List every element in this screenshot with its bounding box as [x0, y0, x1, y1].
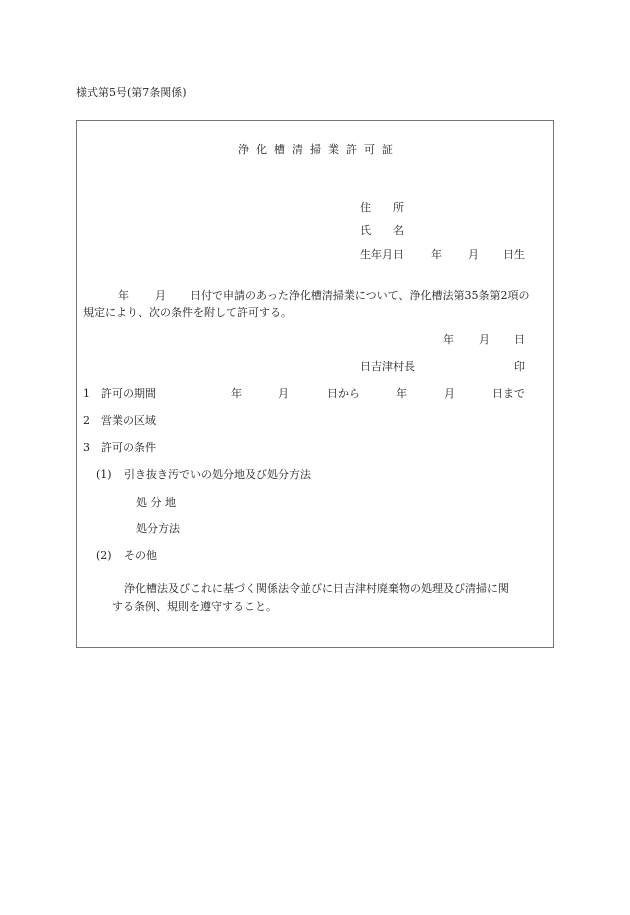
issue-year: 年: [443, 333, 454, 346]
birth-year: 年: [431, 248, 442, 261]
period-to-day: 日まで: [492, 387, 525, 400]
address-label: 住 所: [360, 201, 404, 214]
issue-month: 月: [479, 333, 490, 346]
body-line-1: 日付で申請のあった浄化槽清掃業について、浄化槽法第35条第2項の: [190, 289, 530, 302]
sub-item-2-number: (2): [96, 549, 112, 562]
issuer-name: 日吉津村長: [360, 360, 415, 373]
issue-day: 日: [514, 333, 525, 346]
body-line-2: 規定により、次の条件を附して許可する。: [83, 306, 292, 319]
application-year: 年: [118, 289, 129, 302]
period-from-month: 月: [278, 387, 289, 400]
document-title: 浄化槽清掃業許可証: [238, 143, 400, 156]
disposal-method-label: 処分方法: [136, 522, 180, 535]
seal-mark: 印: [514, 360, 525, 373]
other-conditions-line-2: する条例、規則を遵守すること。: [112, 600, 277, 613]
birthdate-label: 生年月日: [360, 248, 404, 261]
name-label: 氏 名: [360, 224, 404, 237]
item-3-number: 3: [83, 441, 90, 454]
period-to-month: 月: [444, 387, 455, 400]
item-1-label: 許可の期間: [101, 387, 156, 400]
item-2-number: 2: [83, 414, 90, 427]
sub-item-1-label: 引き抜き汚でいの処分地及び処分方法: [124, 468, 311, 481]
other-conditions-line-1: 浄化槽法及びこれに基づく関係法令並びに日吉津村廃棄物の処理及び清掃に関: [124, 582, 509, 595]
sub-item-2-label: その他: [124, 549, 157, 562]
period-to-year: 年: [396, 387, 407, 400]
item-3-label: 許可の条件: [101, 441, 156, 454]
item-1-number: 1: [83, 387, 90, 400]
period-from-year: 年: [231, 387, 242, 400]
permit-document-frame: [76, 120, 554, 648]
birth-month: 月: [468, 248, 479, 261]
period-from-day: 日から: [327, 387, 360, 400]
application-month: 月: [155, 289, 166, 302]
form-number-label: 様式第5号(第7条関係): [76, 86, 187, 99]
sub-item-1-number: (1): [96, 468, 112, 481]
disposal-site-label: 処 分 地: [136, 496, 176, 509]
birth-day: 日生: [503, 248, 525, 261]
item-2-label: 営業の区域: [101, 414, 156, 427]
